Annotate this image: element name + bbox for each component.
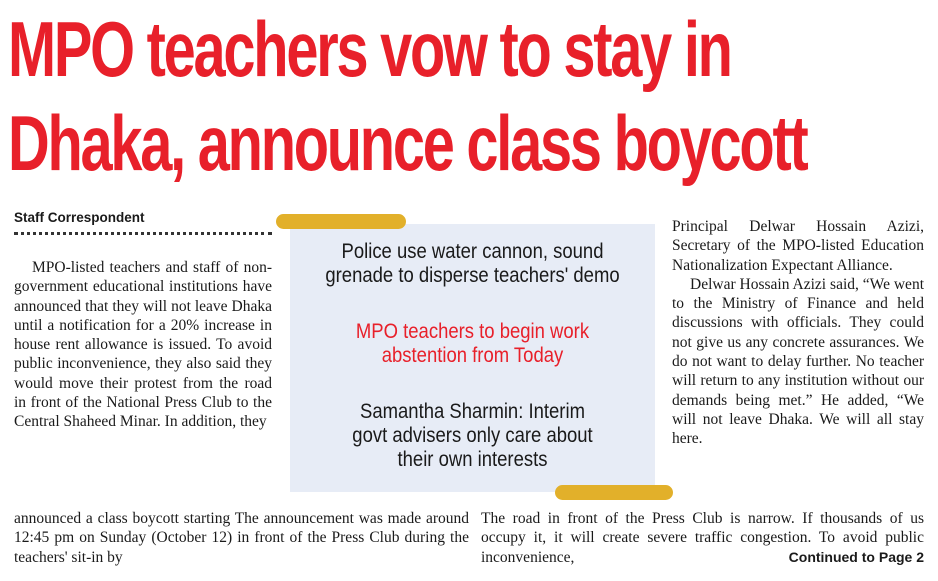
article-right-column xyxy=(672,217,924,449)
related-story-link-water-cannon[interactable] xyxy=(312,240,633,288)
article-left-column xyxy=(14,258,272,432)
related-story-line: Police use water cannon, sound xyxy=(341,240,604,263)
accent-bar-bottom xyxy=(555,485,673,500)
headline-line-2: Dhaka, announce class boycott xyxy=(8,99,807,187)
headline-line-1: MPO teachers vow to stay in xyxy=(8,5,731,93)
related-story-link-work-abstention[interactable] xyxy=(312,320,633,368)
article-paragraph: The road in front of the Press Club is narrow. If thousands of us occupy it, it will create severe traffic congestion. To avoid public inconvenience, xyxy=(481,510,924,566)
article-paragraph: MPO-listed teachers and staff of non-government educational institutions have announced that they will not leave Dhaka until a notification for a 20% increase in house rent allowance is issued. To avoid public inconvenience, they also said they would move their protest from the road in front of the National Press Club to the Central Shaheed Minar. In addition, they xyxy=(14,259,272,431)
related-story-line: abstention from Today xyxy=(381,344,564,367)
article-paragraph: announced a class boycott starting The announcement was made around 12:45 pm on Sunday (October 12) in front of the Press Club during the teachers' sit-in by xyxy=(14,510,469,566)
related-story-line: their own interests xyxy=(397,448,548,471)
related-story-line: grenade to disperse teachers' demo xyxy=(325,264,620,287)
article-bottom-left xyxy=(14,509,469,567)
related-story-link-samantha-sharmin[interactable] xyxy=(312,400,633,472)
headline xyxy=(8,2,933,190)
article-paragraph: Delwar Hossain Azizi said, “We went to the Ministry of Finance and held discussions with officials. They could not give us any concrete assurances. We do not want to delay further. No teacher will return to any institution without our demands being met.” He added, “We will not leave Dhaka. We will all stay here. xyxy=(672,275,924,448)
related-story-line: Samantha Sharmin: Interim xyxy=(360,400,585,423)
accent-bar-top xyxy=(276,214,406,229)
continued-link[interactable]: Continued to Page 2 xyxy=(788,548,924,565)
related-story-line: govt advisers only care about xyxy=(352,424,593,447)
byline: Staff Correspondent xyxy=(14,210,145,225)
article-paragraph: Principal Delwar Hossain Azizi, Secretary of the MPO-listed Education Nationalization Expectant Alliance. xyxy=(672,218,924,274)
article-bottom-right xyxy=(481,509,924,567)
related-story-line: MPO teachers to begin work xyxy=(355,320,590,343)
dotted-divider xyxy=(14,232,272,235)
